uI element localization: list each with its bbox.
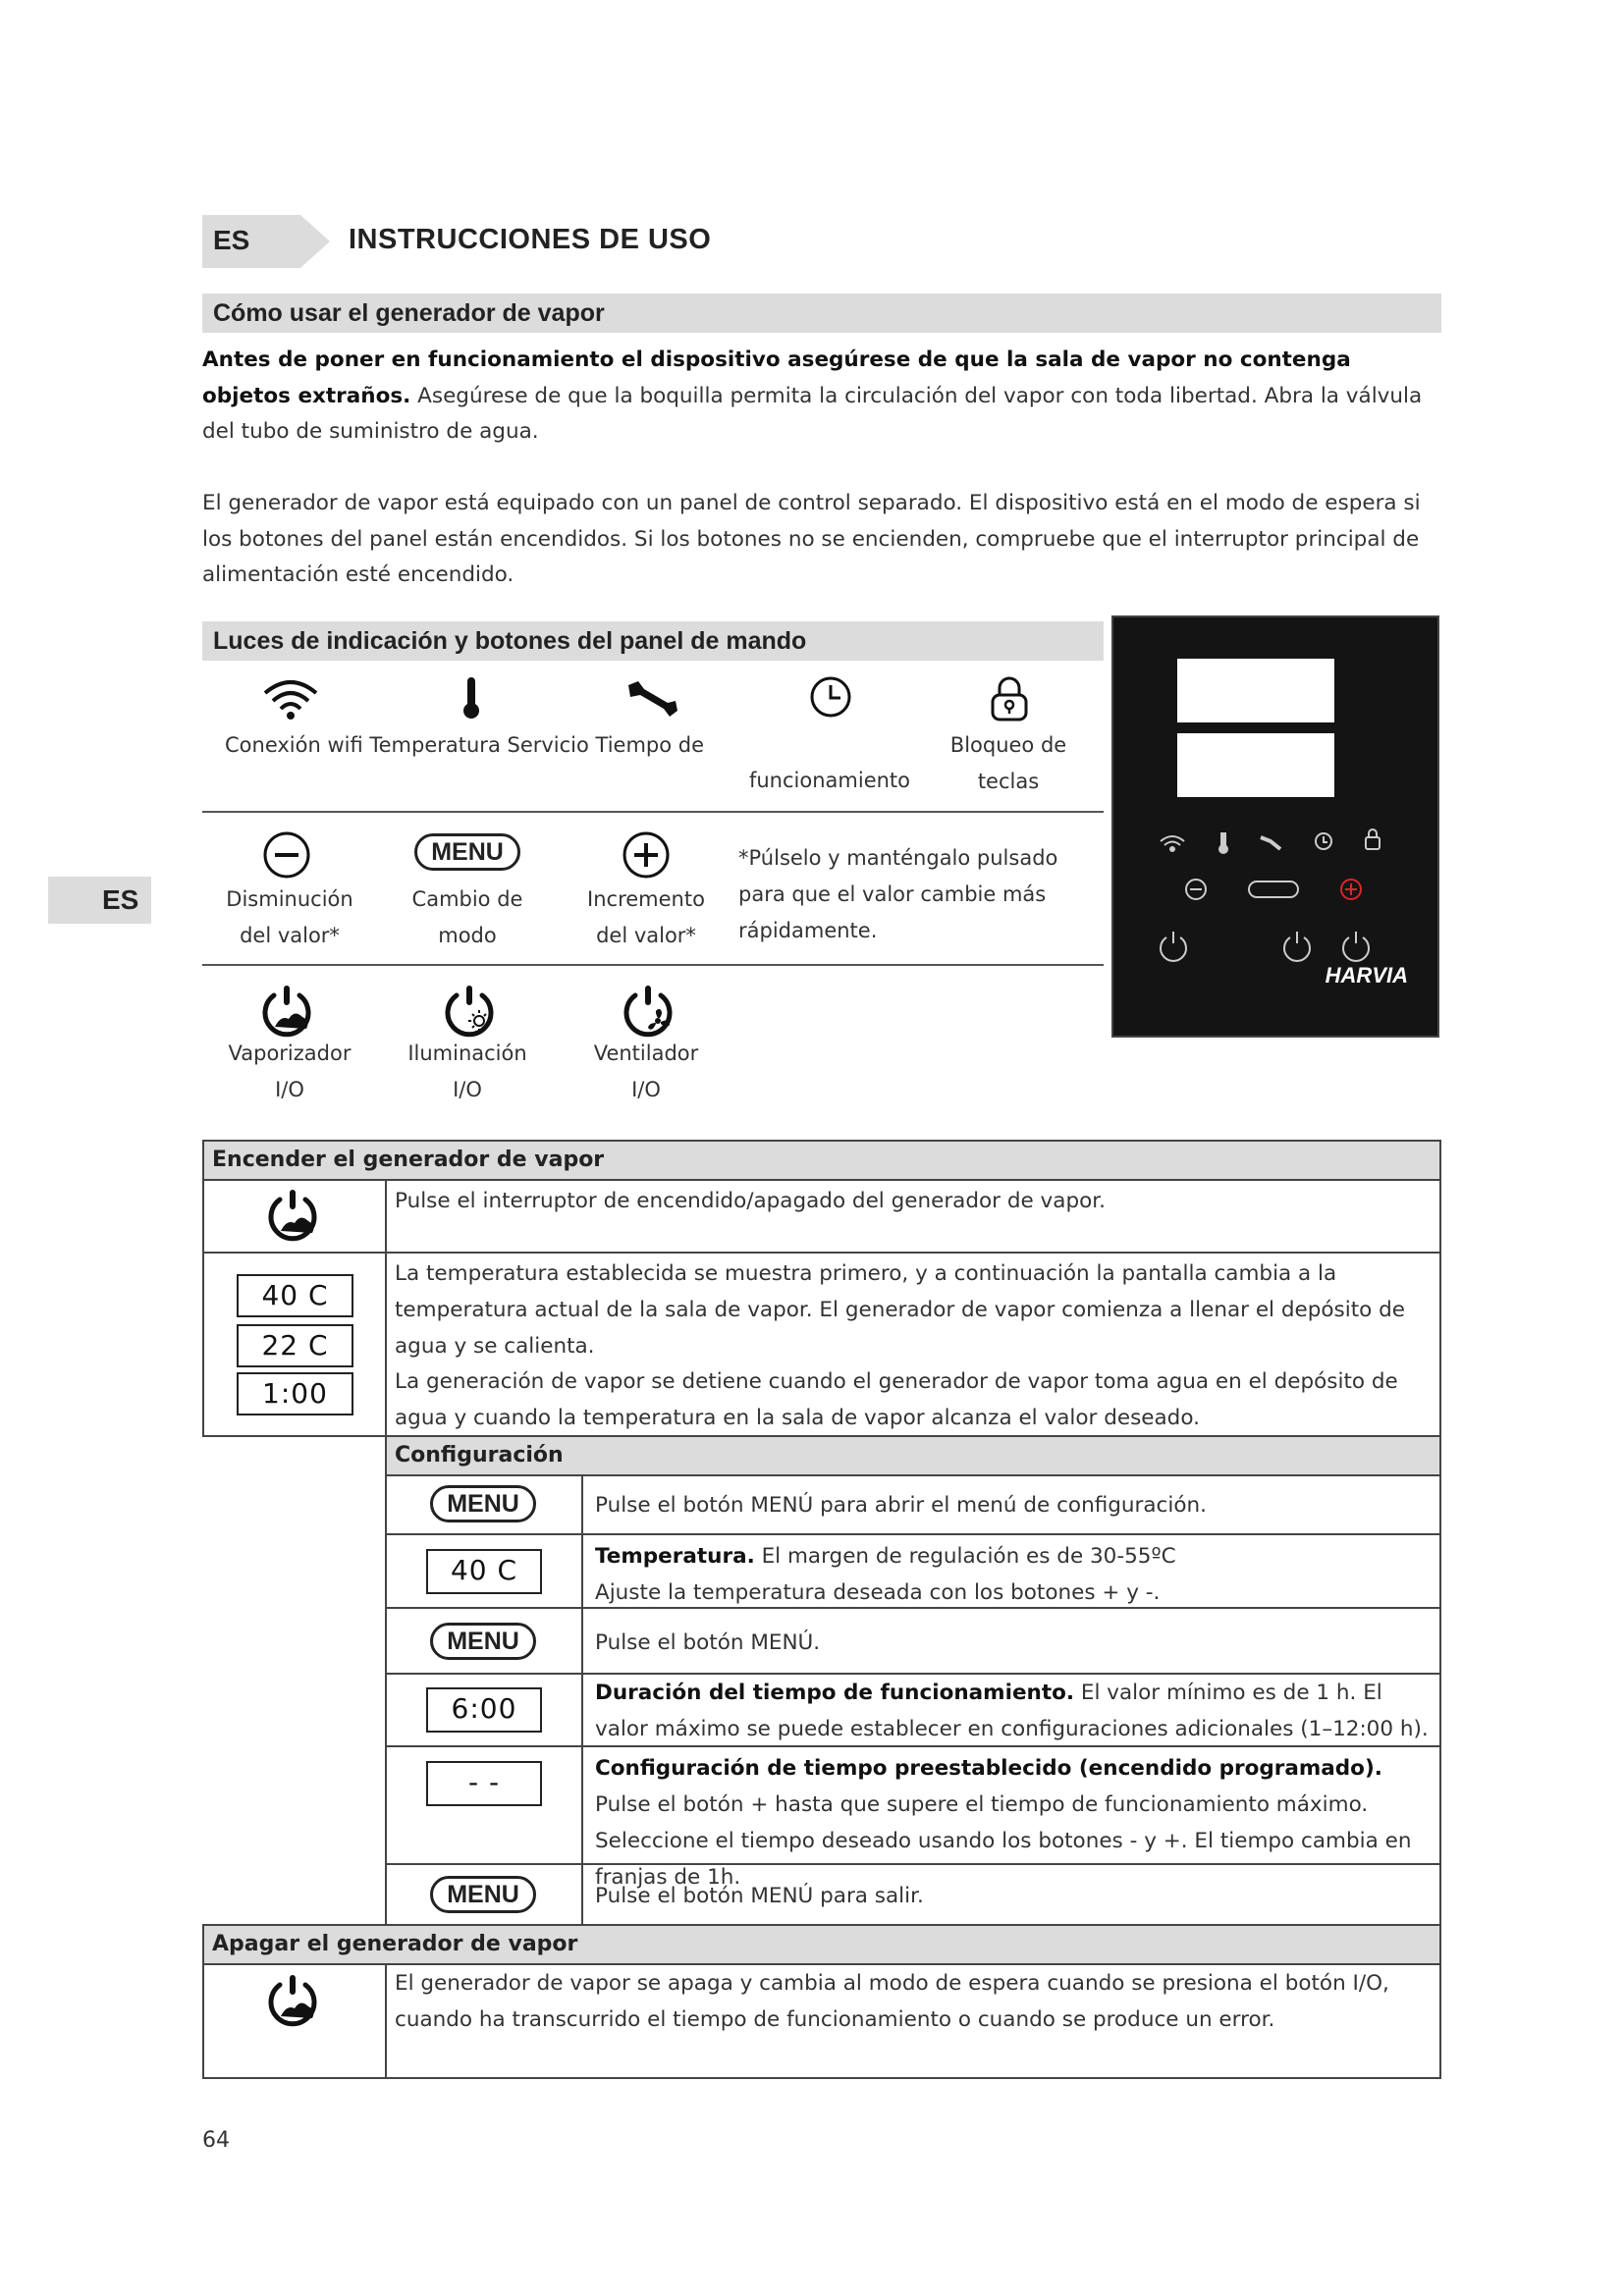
divider xyxy=(385,1533,1441,1535)
thermometer-icon xyxy=(461,675,481,724)
language-tag xyxy=(202,215,330,268)
divider xyxy=(385,1179,387,1254)
config-step-open-menu: Pulse el botón MENÚ para abrir el menú de configuración. xyxy=(595,1493,1207,1518)
steam-label: Vaporizador I/O xyxy=(228,1041,352,1101)
intro-paragraph-1 xyxy=(202,343,1441,451)
section-heading-panel: Luces de indicación y botones del panel de mando xyxy=(202,621,1104,661)
table-header-power-on: Encender el generador de vapor xyxy=(202,1140,1441,1181)
panel-buttons xyxy=(1113,822,1437,1018)
lcd-room-temperature: 22 C xyxy=(237,1324,353,1367)
panel-display-bottom xyxy=(1177,733,1334,797)
steam-power-icon xyxy=(263,1186,322,1249)
light-label: Iluminación I/O xyxy=(407,1041,527,1101)
page-title: INSTRUCCIONES DE USO xyxy=(349,224,712,255)
language-tag-label: ES xyxy=(213,225,250,255)
indicator-labels-row: Conexión wifi Temperatura Servicio Tiempo de xyxy=(225,733,705,757)
divider xyxy=(202,964,1104,966)
config-step-menu: Pulse el botón MENÚ. xyxy=(595,1630,821,1655)
lcd-temperature: 40 C xyxy=(426,1549,542,1594)
lcd-set-temperature: 40 C xyxy=(237,1274,353,1317)
menu-button-icon: MENU xyxy=(430,1623,536,1660)
keylock-label: Bloqueo de teclas xyxy=(949,733,1067,793)
power-on-text: Pulse el interruptor de encendido/apagado del generador de vapor. xyxy=(395,1189,1106,1213)
config-step-runtime: Duración del tiempo de funcionamiento. El valor mínimo es de 1 h. El valor máximo se puede establecer en configuraciones adicionales (1–12:00 h). xyxy=(595,1681,1429,1741)
control-panel-image xyxy=(1111,615,1439,1038)
temperature-text-1: La temperatura establecida se muestra primero, y a continuación la pantalla cambia a la temperatura actual de la sala de vapor. El generador de vapor comienza a llenar el depósito de agua y se calienta. xyxy=(395,1261,1405,1359)
divider xyxy=(581,1474,583,1926)
menu-button-icon: MENU xyxy=(430,1876,536,1913)
plus-circle-icon xyxy=(622,830,671,883)
runtime-label: funcionamiento xyxy=(748,769,911,792)
config-step-temperature: Temperatura. El margen de regulación es de 30-55ºC Ajuste la temperatura deseada con los botones + y -. xyxy=(595,1544,1176,1605)
temperature-text-2: La generación de vapor se detiene cuando el generador de vapor toma agua en el depósito de agua y cuando la temperatura en la sala de vapor alcanza el valor deseado. xyxy=(395,1369,1398,1430)
config-step-exit: Pulse el botón MENÚ para salir. xyxy=(595,1884,924,1908)
side-language-tab: ES xyxy=(48,877,151,924)
intro-paragraph-2: El generador de vapor está equipado con un panel de control separado. El dispositivo está en el modo de espera si los botones del panel están encendidos. Si los botones no se encienden, compruebe que el interruptor principal de alimentación esté encendido. xyxy=(202,491,1421,587)
power-off-text: El generador de vapor se apaga y cambia al modo de espera cuando se presiona el botón I/O, cuando ha transcurrido el tiempo de funcionamiento o cuando se produce un error. xyxy=(395,1971,1389,2032)
divider xyxy=(385,1252,387,1437)
lcd-preset-time: - - xyxy=(426,1761,542,1806)
wifi-icon xyxy=(261,677,320,724)
minus-circle-icon xyxy=(262,830,311,883)
page-number: 64 xyxy=(202,2128,230,2153)
mode-label: Cambio de modo xyxy=(411,887,523,947)
increase-label: Incremento del valor* xyxy=(587,887,705,947)
hold-note: *Púlselo y manténgalo pulsado para que el valor cambie más rápidamente. xyxy=(738,846,1058,942)
menu-button-icon: MENU xyxy=(430,1485,536,1522)
keylock-icon xyxy=(988,675,1031,726)
panel-display-top xyxy=(1177,659,1334,722)
table-header-power-off: Apagar el generador de vapor xyxy=(202,1924,1441,1965)
table-header-configuration: Configuración xyxy=(385,1435,1441,1476)
decrease-label: Disminución del valor* xyxy=(226,887,353,947)
divider xyxy=(202,811,1104,813)
menu-button-icon: MENU xyxy=(414,833,520,871)
intro-paragraph-1-text: Asegúrese de que la boquilla permita la circulación del vapor con toda libertad. Abra la válvula del tubo de suministro de agua. xyxy=(202,383,1423,444)
harvia-logo: HARVIA xyxy=(1325,963,1408,988)
section-heading-usage: Cómo usar el generador de vapor xyxy=(202,294,1441,333)
intro-paragraph-1-bold: Antes de poner en funcionamiento el dispositivo asegúrese de que la sala de vapor no contenga objetos extraños. xyxy=(202,347,1351,408)
wrench-icon xyxy=(624,677,679,722)
lcd-runtime-setting: 6:00 xyxy=(426,1687,542,1733)
steam-power-icon xyxy=(263,1971,322,2034)
clock-icon xyxy=(809,675,852,722)
fan-label: Ventilador I/O xyxy=(593,1041,699,1101)
config-step-preset: Configuración de tiempo preestablecido (encendido programado). Pulse el botón + hasta que supere el tiempo de funcionamiento máximo. Seleccione el tiempo deseado usando los botones - y +. El tiempo cambia en franjas de 1h. xyxy=(595,1756,1412,1890)
divider xyxy=(385,1963,387,2079)
lcd-runtime: 1:00 xyxy=(237,1372,353,1415)
